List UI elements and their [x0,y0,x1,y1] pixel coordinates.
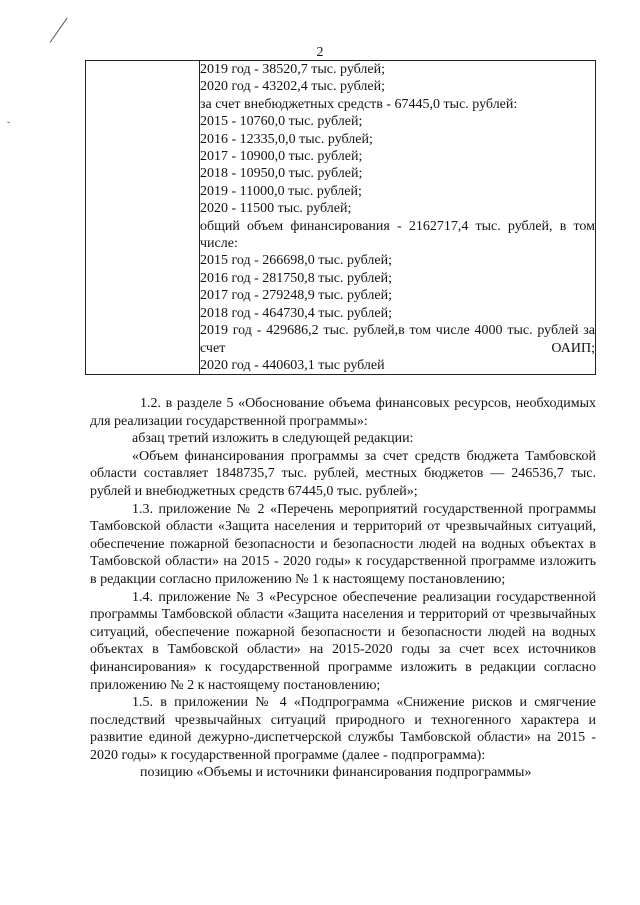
funding-line: 2016 - 12335,0,0 тыс. рублей; [200,131,373,147]
funding-line: 2020 год - 43202,4 тыс. рублей; [200,79,386,95]
paragraph-1-5: 1.5. в приложении № 4 «Подпрограмма «Снижение рисков и смягчение последствий чрезвычайных ситуаций природного и техногенного характера и развитие единой дежурно-диспетчерской службы Тамбовской области» на 2015 - 2020 годы» к государственной программе (далее - подпрограмма): [90,695,596,763]
funding-line: за счет внебюджетных средств - 67445,0 тыс. рублей: [200,96,518,112]
scan-speck: ˇ [7,121,11,132]
paragraph-1-3: 1.3. приложение № 2 «Перечень мероприятий государственной программы Тамбовской области «Защита населения и территорий от чрезвычайных ситуаций, обеспечение пожарной безопасности и безопасности людей на водных объектах в Тамбовской области» на 2015 - 2020 годы» к государственной программе изложить в редакции согласно приложению № 1 к настоящему постановлению; [90,501,596,587]
funding-line: 2017 год - 279248,9 тыс. рублей; [200,288,393,304]
funding-details-cell [200,61,596,375]
table-row [86,61,596,375]
funding-line: 2018 год - 464730,4 тыс. рублей; [200,305,393,321]
funding-line-oaip: 2019 год - 429686,2 тыс. рублей,в том числе 4000 тыс. рублей за счет ОАИП; [200,323,595,356]
document-body [90,395,596,782]
funding-line: 2017 - 10900,0 тыс. рублей; [200,149,363,165]
paragraph-1-4: 1.4. приложение № 3 «Ресурсное обеспечение реализации государственной программы Тамбовской области «Защита населения и территорий от чрезвычайных ситуаций, обеспечение пожарной безопасности и безопасности людей на водных объектах в Тамбовской области» на 2015-2020 годы за счет всех источников финансирования» к государственной программе изложить в редакции согласно приложению № 2 к настоящему постановлению; [90,589,596,693]
funding-line: 2019 год - 38520,7 тыс. рублей; [200,62,386,77]
funding-line: 2016 год - 281750,8 тыс. рублей; [200,270,393,286]
funding-line: 2018 - 10950,0 тыс. рублей; [200,166,363,182]
funding-line: 2020 - 11500 тыс. рублей; [200,201,352,217]
paragraph-quote-volume: «Объем финансирования программы за счет средств бюджета Тамбовской области составляет 1848735,7 тыс. рублей, местных бюджетов — 246536,7 тыс. рублей и внебюджетных средств 67445,0 тыс. рублей»; [90,448,596,499]
paragraph-abzac: абзац третий изложить в следующей редакции: [132,431,414,447]
funding-line: 2020 год - 440603,1 тыс рублей [200,357,385,373]
funding-table [85,60,596,375]
table-left-cell [86,61,200,375]
funding-total-line: общий объем финансирования - 2162717,4 тыс. рублей, в том числе: [200,218,595,252]
funding-line: 2015 год - 266698,0 тыс. рублей; [200,253,393,269]
funding-line: 2019 - 11000,0 тыс. рублей; [200,183,362,199]
paragraph-position: позицию «Объемы и источники финансирования подпрограммы» [140,765,532,781]
funding-line: 2015 - 10760,0 тыс. рублей; [200,114,363,130]
page-number: 2 [316,45,324,60]
paragraph-1-2: 1.2. в разделе 5 «Обоснование объема финансовых ресурсов, необходимых для реализации государственной программы»: [90,396,596,429]
scan-pen-stroke [50,18,68,43]
